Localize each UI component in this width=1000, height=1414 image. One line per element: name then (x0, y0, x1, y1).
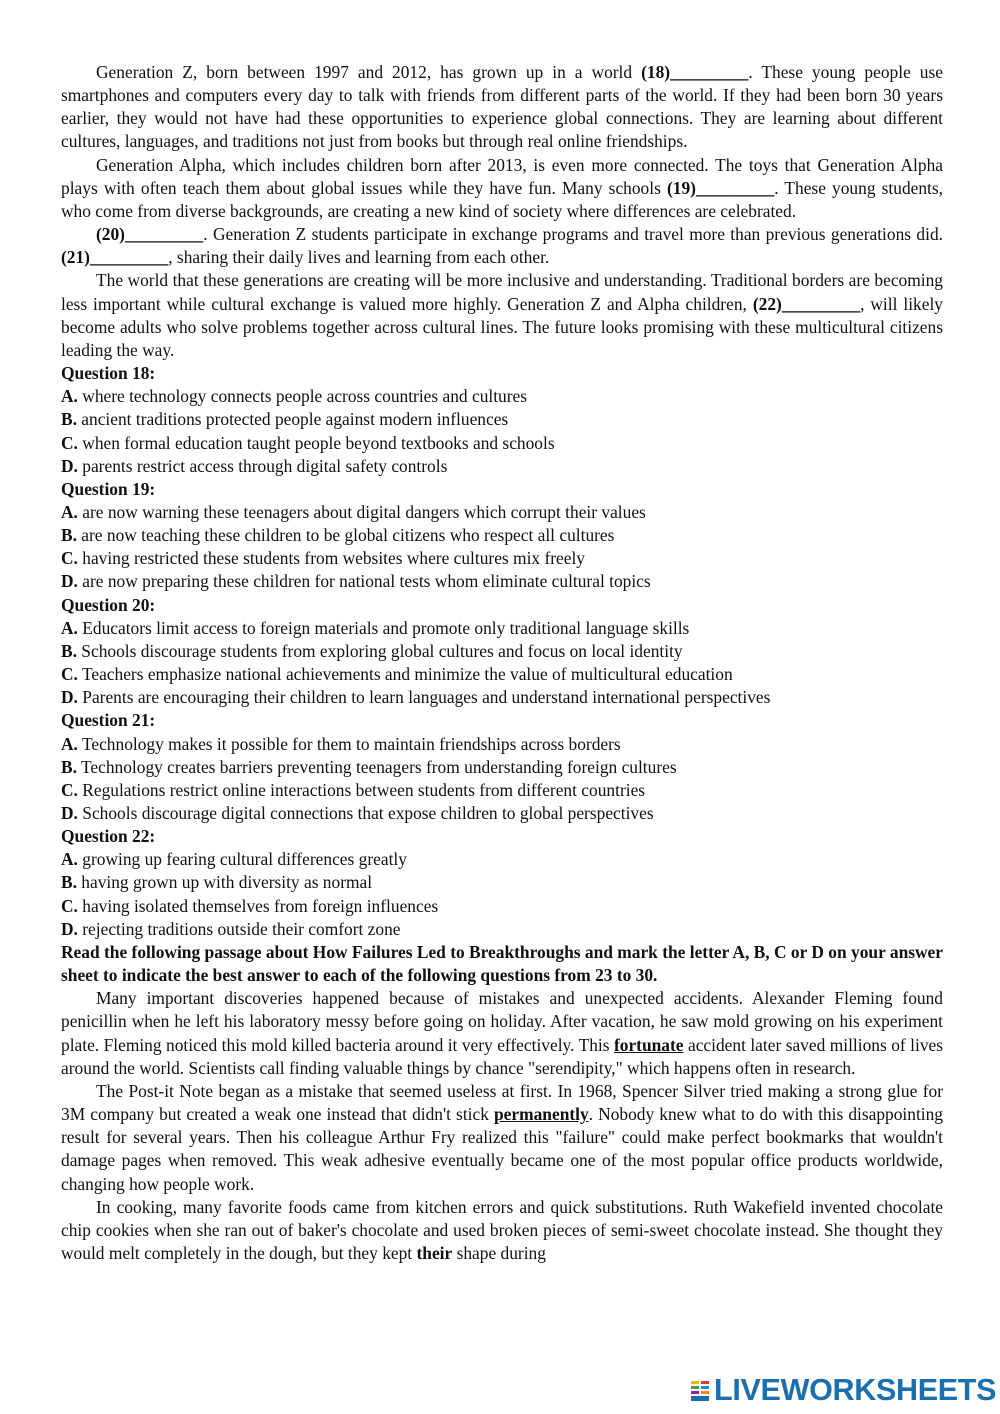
worksheet-content (61, 61, 943, 1265)
blank-19[interactable]: (19)_________ (666, 177, 775, 198)
passage1-paragraph-1: Generation Z, born between 1997 and 2012, has grown up in a world (18)_________. These young people use smartphones and computers every day to talk with friends from different parts of the world. If they had been born 30 years earlier, they would not have had these opportunities to experience global connections. They are learning about different cultures, languages, and traditions not just from books but through real online friendships. (61, 62, 943, 152)
option-b[interactable]: B. Technology creates barriers preventing teenagers from understanding foreign cultures (61, 756, 677, 777)
blank-21[interactable]: (21)_________ (61, 247, 169, 268)
bold-word-their: their (416, 1242, 453, 1263)
question-20 (61, 594, 943, 710)
blank-18[interactable]: (18)_________ (641, 62, 749, 82)
option-c[interactable]: C. having isolated themselves from foreign influences (61, 895, 439, 916)
option-b[interactable]: B. Schools discourage students from exploring global cultures and focus on local identity (61, 640, 683, 661)
option-b[interactable]: B. having grown up with diversity as normal (61, 872, 373, 893)
question-21 (61, 709, 943, 825)
option-c[interactable]: C. Teachers emphasize national achievements and minimize the value of multicultural education (61, 664, 733, 685)
highlighted-word-fortunate: fortunate (613, 1034, 684, 1055)
passage2-paragraph-1: Many important discoveries happened because of mistakes and unexpected accidents. Alexander Fleming found penicillin when he left his laboratory messy before going on holiday. After vacation, he saw mold growing on his experiment plate. Fleming noticed this mold killed bacteria around it very effectively. This fortunate accident later saved millions of lives around the world. Scientists call finding valuable things by chance "serendipity," which happens often in research. (61, 988, 943, 1078)
option-d[interactable]: D. parents restrict access through digital safety controls (61, 455, 448, 476)
highlighted-word-permanently: permanently (494, 1104, 589, 1125)
logo-text: LIVEWORKSHEETS (714, 1373, 997, 1408)
question-18 (61, 362, 943, 478)
option-c[interactable]: C. when formal education taught people beyond textbooks and schools (61, 432, 555, 453)
question-title: Question 19: (61, 478, 156, 499)
question-22 (61, 825, 943, 941)
blank-22[interactable]: (22)_________ (752, 293, 861, 314)
option-c[interactable]: C. Regulations restrict online interactions between students from different countries (61, 779, 646, 800)
option-d[interactable]: D. rejecting traditions outside their comfort zone (61, 918, 401, 939)
option-c[interactable]: C. having restricted these students from websites where cultures mix freely (61, 548, 585, 569)
liveworksheets-logo[interactable] (690, 1373, 997, 1408)
blank-20[interactable]: (20)_________ (96, 224, 204, 245)
option-b[interactable]: B. are now teaching these children to be global citizens who respect all cultures (61, 525, 615, 546)
option-b[interactable]: B. ancient traditions protected people against modern influences (61, 409, 509, 430)
passage1-paragraph-2: Generation Alpha, which includes children born after 2013, is even more connected. The toys that Generation Alpha plays with often teach them about global issues while they have fun. Many schools (19)_________. These young students, who come from diverse backgrounds, are creating a new kind of society where differences are celebrated. (61, 154, 943, 221)
question-title: Question 20: (61, 594, 156, 615)
option-a[interactable]: A. growing up fearing cultural differences greatly (61, 849, 407, 870)
question-19 (61, 478, 943, 594)
option-a[interactable]: A. where technology connects people across countries and cultures (61, 386, 528, 407)
section-instruction: Read the following passage about How Failures Led to Breakthroughs and mark the letter A, B, C or D on your answer sheet to indicate the best answer to each of the following questions from 23 to 30. (61, 941, 943, 986)
option-a[interactable]: A. Technology makes it possible for them to maintain friendships across borders (61, 733, 621, 754)
question-title: Question 21: (61, 710, 156, 731)
option-d[interactable]: D. Parents are encouraging their children to learn languages and understand international perspectives (61, 687, 771, 708)
option-d[interactable]: D. are now preparing these children for national tests whom eliminate cultural topics (61, 571, 651, 592)
liveworksheets-logo-icon (690, 1379, 710, 1403)
question-title: Question 22: (61, 826, 156, 847)
option-a[interactable]: A. are now warning these teenagers about digital dangers which corrupt their values (61, 501, 646, 522)
passage2-paragraph-3: In cooking, many favorite foods came from kitchen errors and quick substitutions. Ruth Wakefield invented chocolate chip cookies when she ran out of baker's chocolate and used broken pieces of semi-sweet chocolate instead. She thought they would melt completely in the dough, but they kept their shape during (61, 1196, 943, 1263)
option-a[interactable]: A. Educators limit access to foreign materials and promote only traditional language skills (61, 617, 690, 638)
option-d[interactable]: D. Schools discourage digital connections that expose children to global perspectives (61, 803, 654, 823)
passage2-paragraph-2: The Post-it Note began as a mistake that seemed useless at first. In 1968, Spencer Silver tried making a strong glue for 3M company but created a weak one instead that didn't stick permanently. Nobody knew what to do with this disappointing result for several years. Then his colleague Arthur Fry realized this "failure" could make perfect bookmarks that wouldn't damage pages when removed. This weak adhesive eventually became one of the most popular office products worldwide, changing how people work. (61, 1080, 944, 1194)
question-title: Question 18: (61, 363, 156, 384)
passage1-paragraph-3: (20)_________. Generation Z students participate in exchange programs and travel more than previous generations did. (21)_________, sharing their daily lives and learning from each other. (61, 224, 943, 268)
passage1-paragraph-4: The world that these generations are creating will be more inclusive and understanding. Traditional borders are becoming less important while cultural exchange is valued more highly. Generation Z and Alpha children, (22)_________, will likely become adults who solve problems together across cultural lines. The future looks promising with these multicultural citizens leading the way. (61, 270, 943, 360)
